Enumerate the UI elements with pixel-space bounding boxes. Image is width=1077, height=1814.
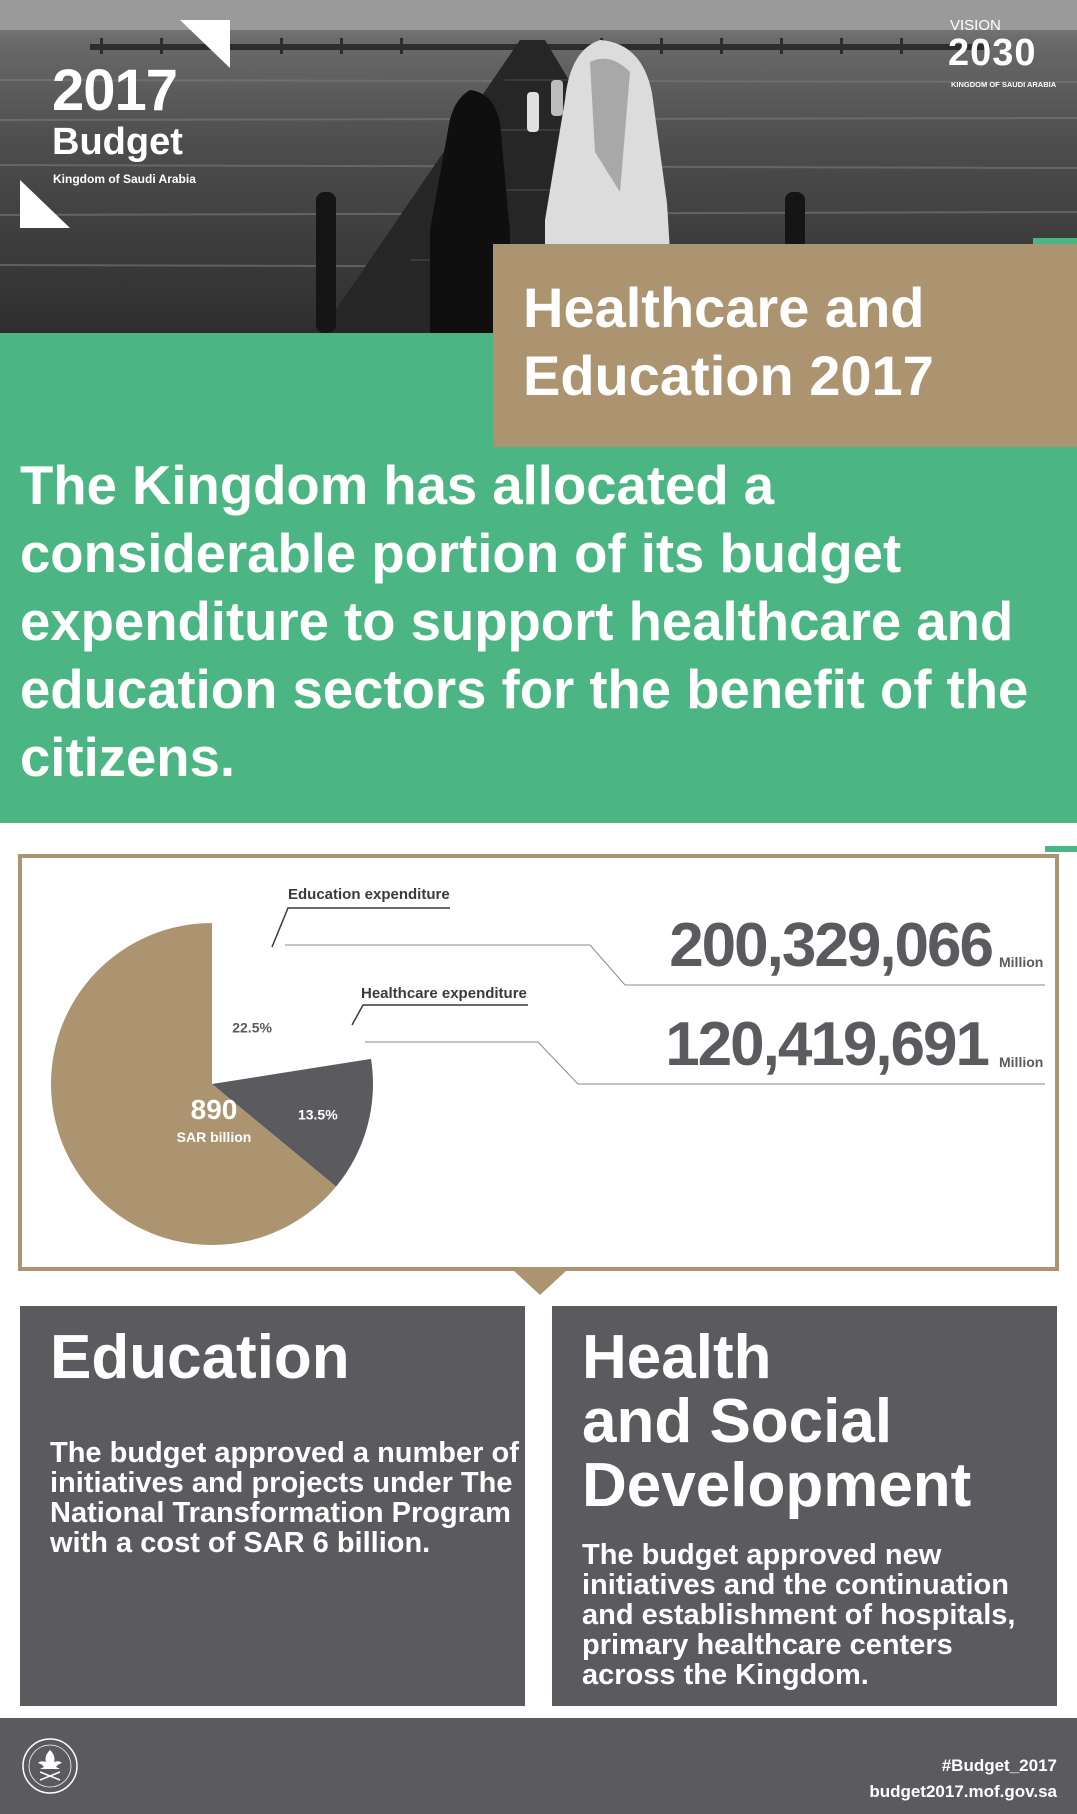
hashtag: #Budget_2017: [941, 1756, 1057, 1775]
education-card: [20, 1306, 525, 1706]
logo-year: 2017: [52, 58, 178, 123]
page-title-line-2: Education 2017: [523, 344, 934, 407]
education-title: Education: [50, 1323, 350, 1392]
education-body: The budget approved a number of initiatives and projects under The National Transformation Program with a cost of SAR 6 billion.: [50, 1437, 519, 1559]
vision-2030-year: 2030: [948, 32, 1037, 74]
health-card: [552, 1306, 1057, 1706]
logo-budget: Budget: [52, 121, 183, 163]
pie-slice-education: [212, 923, 371, 1084]
legend-healthcare: Healthcare expenditure: [361, 985, 527, 1002]
amount-education: 200,329,066: [669, 911, 992, 980]
logo-kingdom: Kingdom of Saudi Arabia: [53, 172, 196, 186]
health-title-line-1: Health: [582, 1323, 772, 1392]
amount-healthcare: 120,419,691: [665, 1010, 988, 1079]
amount-healthcare-unit: Million: [999, 1054, 1044, 1070]
page-title-line-1: Healthcare and: [523, 276, 925, 339]
pie-total-value: 890: [190, 1094, 238, 1125]
website-link[interactable]: budget2017.mof.gov.sa: [869, 1782, 1057, 1801]
ministry-emblem-icon: [20, 1736, 80, 1796]
health-title: [582, 1323, 1052, 1520]
pie-total-unit: SAR billion: [176, 1129, 252, 1145]
footer: [0, 1718, 1077, 1814]
leader-line-healthcare: [352, 1005, 528, 1025]
health-body: The budget approved new initiatives and the continuation and establishment of hospitals, primary healthcare centers across the Kingdom.: [582, 1539, 1016, 1691]
health-title-line-2: and Social: [582, 1387, 893, 1456]
amount-education-unit: Million: [999, 954, 1044, 970]
legend-education: Education expenditure: [288, 886, 450, 903]
leader-line-education: [272, 908, 450, 947]
slice-label-healthcare: 13.5%: [297, 1106, 338, 1123]
vision-2030-subtitle: KINGDOM OF SAUDI ARABIA: [951, 80, 1057, 89]
health-title-line-3: Development: [582, 1451, 972, 1520]
vision-2030-word: VISION: [950, 17, 1001, 34]
intro-text: The Kingdom has allocated a considerable portion of its budget expenditure to support healthcare and education sectors for the benefit of the citizens.: [20, 455, 1029, 788]
slice-label-education: 22.5%: [232, 1019, 272, 1036]
